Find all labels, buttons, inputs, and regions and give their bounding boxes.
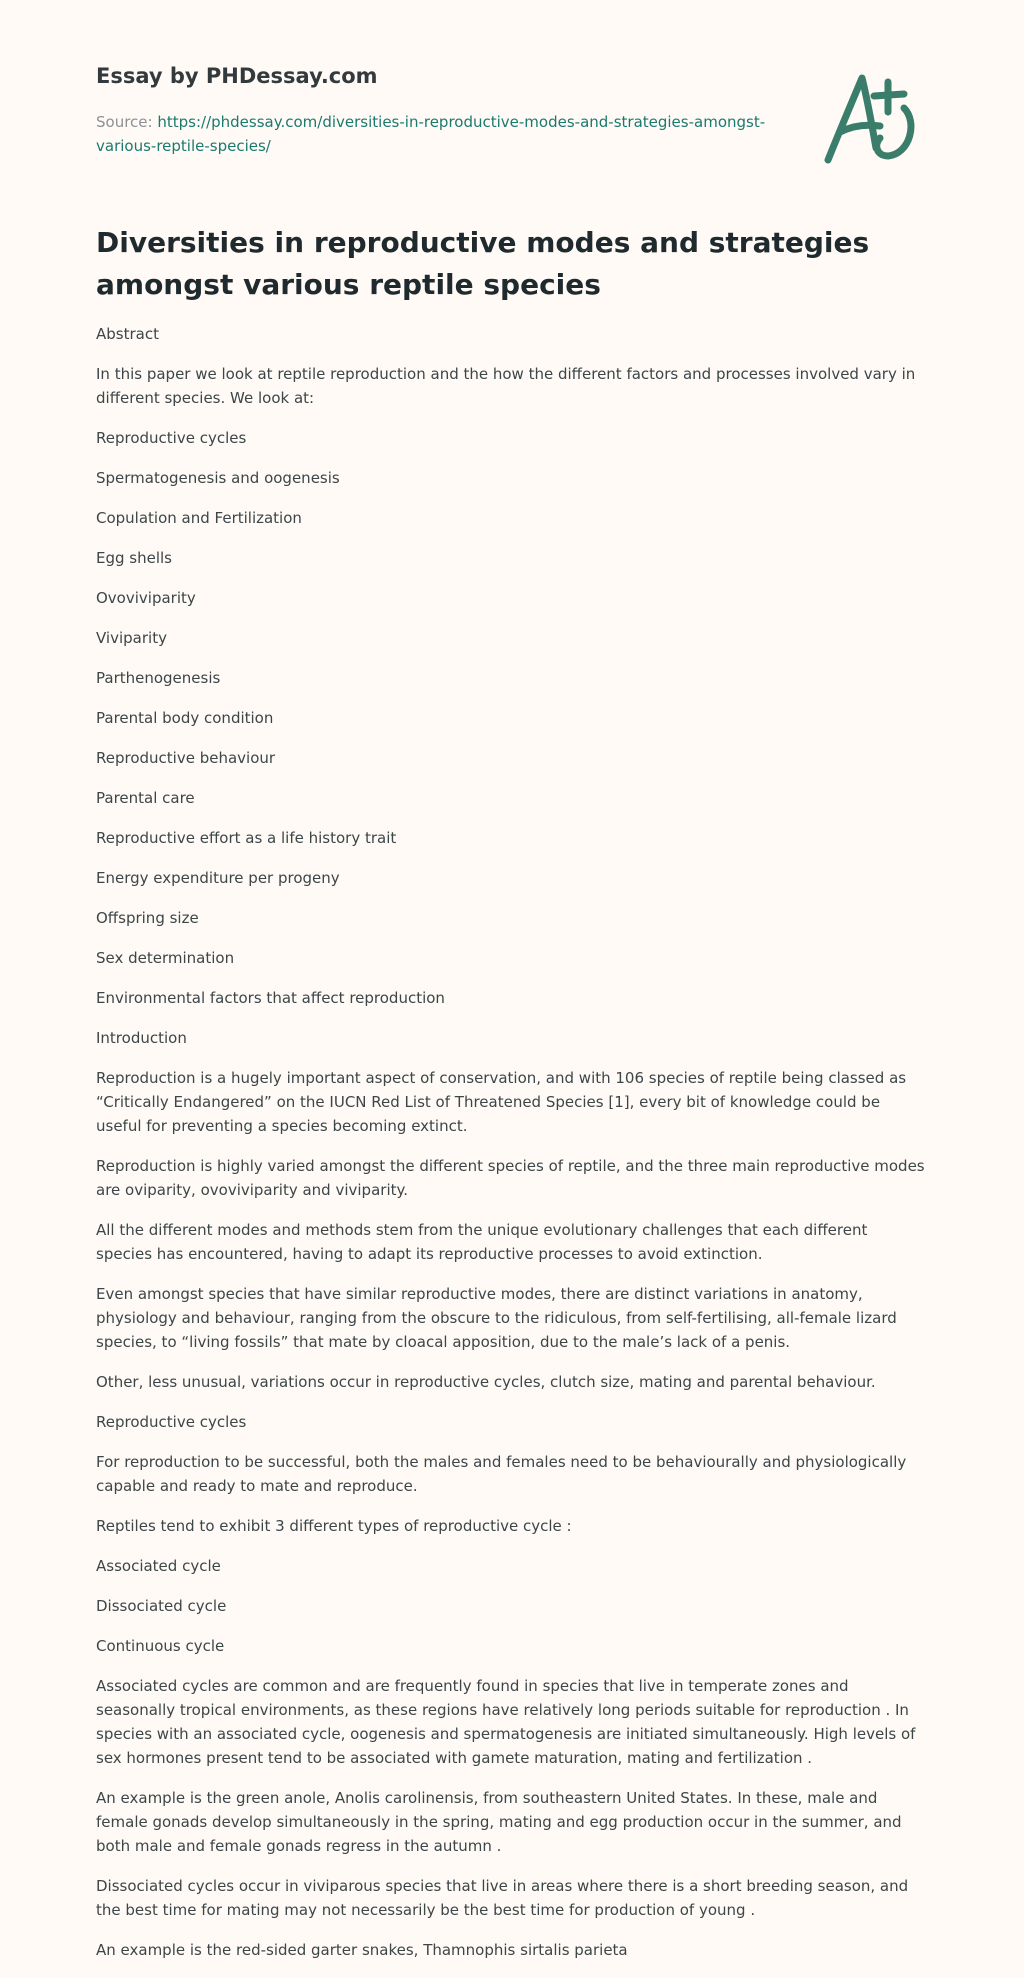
essay-paragraph: Dissociated cycles occur in viviparous species that live in areas where there is a short breeding season, and the best time for mating may not necessarily be the best time for production of young .	[96, 1877, 909, 1919]
essay-paragraph: Reproduction is highly varied amongst the different species of reptile, and the three main reproductive modes are oviparity, ovoviviparity and viviparity.	[96, 1157, 925, 1199]
source-link[interactable]: https://phdessay.com/diversities-in-reproductive-modes-and-strategies-amongst-various-reptile-species/	[96, 113, 766, 155]
essay-paragraph: Viviparity	[96, 629, 167, 647]
page-header	[96, 0, 928, 180]
essay-paragraph: Energy expenditure per progeny	[96, 869, 340, 887]
essay-paragraph: Parental body condition	[96, 709, 274, 727]
essay-paragraph: Reproductive cycles	[96, 429, 247, 447]
essay-body	[96, 322, 928, 1978]
essay-paragraph: Reproductive behaviour	[96, 749, 276, 767]
essay-paragraph: An example is the green anole, Anolis carolinensis, from southeastern United States. In these, male and female gonads develop simultaneously in the spring, mating and egg production occur in the summer, and both male and female gonads regress in the autumn .	[96, 1789, 902, 1855]
essay-paragraph: In this paper we look at reptile reproduction and the how the different factors and processes involved vary in different species. We look at:	[96, 365, 916, 407]
a-plus-logo-icon	[818, 68, 928, 168]
essay-paragraph: For reproduction to be successful, both the males and females need to be behaviourally and physiologically capable and ready to mate and reproduce.	[96, 1453, 907, 1495]
essay-paragraph: Reproductive cycles	[96, 1413, 247, 1431]
essay-paragraph: Associated cycles are common and are frequently found in species that live in temperate zones and seasonally tropical environments, as these regions have relatively long periods suitable for reproduction . In species with an associated cycle, oogenesis and spermatogenesis are initiated simultaneously. High levels of sex hormones present tend to be associated with gamete maturation, mating and fertilization .	[96, 1677, 916, 1767]
essay-paragraph: Introduction	[96, 1029, 187, 1047]
essay-paragraph: Reproductive effort as a life history trait	[96, 829, 397, 847]
essay-paragraph: Even amongst species that have similar reproductive modes, there are distinct variations in anatomy, physiology and behaviour, ranging from the obscure to the ridiculous, from self-fertilising, all-female lizard species, to “living fossils” that mate by cloacal apposition, due to the male’s lack of a penis.	[96, 1285, 897, 1351]
page-title: Diversities in reproductive modes and strategies amongst various reptile species	[96, 226, 870, 301]
essay-paragraph: Parthenogenesis	[96, 669, 221, 687]
essay-paragraph: Egg shells	[96, 549, 172, 567]
essay-paragraph: An example is the red-sided garter snakes, Thamnophis sirtalis parieta	[96, 1941, 628, 1959]
essay-paragraph: Ovoviviparity	[96, 589, 196, 607]
essay-paragraph: Environmental factors that affect reproduction	[96, 989, 445, 1007]
brand-title: Essay by PHDessay.com	[96, 64, 378, 88]
source-label: Source:	[96, 113, 153, 131]
essay-paragraph: Continuous cycle	[96, 1637, 225, 1655]
essay-paragraph: Associated cycle	[96, 1557, 221, 1575]
source-line	[96, 110, 796, 158]
essay-paragraph: Reptiles tend to exhibit 3 different types of reproductive cycle :	[96, 1517, 572, 1535]
essay-paragraph: Dissociated cycle	[96, 1597, 227, 1615]
essay-paragraph: Abstract	[96, 325, 159, 343]
essay-paragraph: Offspring size	[96, 909, 199, 927]
essay-paragraph: Parental care	[96, 789, 195, 807]
essay-paragraph: Reproduction is a hugely important aspect of conservation, and with 106 species of reptile being classed as “Critically Endangered” on the IUCN Red List of Threatened Species [1], every bit of knowledge could be useful for preventing a species becoming extinct.	[96, 1069, 907, 1135]
essay-paragraph: Sex determination	[96, 949, 235, 967]
essay-paragraph: Spermatogenesis and oogenesis	[96, 469, 340, 487]
essay-paragraph: Copulation and Fertilization	[96, 509, 302, 527]
essay-paragraph: Other, less unusual, variations occur in reproductive cycles, clutch size, mating and parental behaviour.	[96, 1373, 876, 1391]
essay-paragraph: All the different modes and methods stem from the unique evolutionary challenges that each different species has encountered, having to adapt its reproductive processes to avoid extinction.	[96, 1221, 868, 1263]
